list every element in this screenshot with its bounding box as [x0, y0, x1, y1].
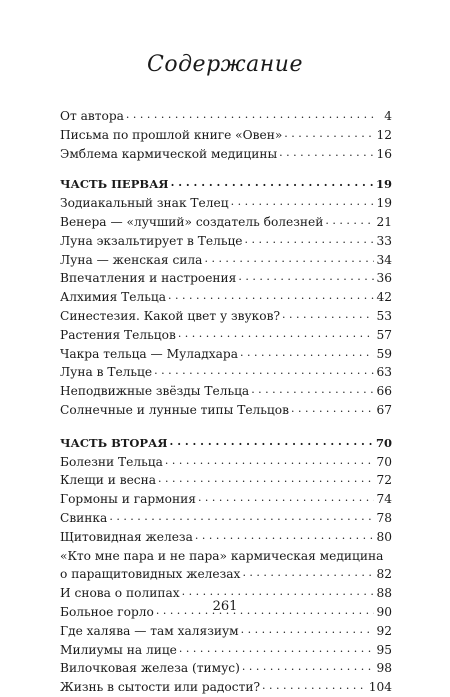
- part-heading-page: 19: [375, 177, 392, 192]
- toc-entry[interactable]: [60, 641, 392, 660]
- leader-dots: [242, 658, 375, 677]
- toc-entry-label: Солнечные и лунные типы Тельцов: [60, 402, 289, 417]
- toc-entry[interactable]: [60, 145, 392, 164]
- toc-entry-label: Жизнь в сытости или радости?: [60, 680, 260, 695]
- leader-dots: [325, 212, 374, 231]
- toc-entry[interactable]: [60, 490, 392, 509]
- toc-entry-label: Клещи и весна: [60, 473, 157, 488]
- toc-entry-page: 88: [376, 586, 392, 601]
- toc-entry-label: Растения Тельцов: [60, 327, 176, 342]
- toc-entry-label: Чакра тельца — Муладхара: [60, 346, 238, 361]
- toc-entry[interactable]: [60, 678, 392, 697]
- part-heading-label: ЧАСТЬ ВТОРАЯ: [60, 435, 168, 450]
- toc-entry[interactable]: [60, 269, 392, 288]
- leader-dots: [241, 621, 375, 640]
- toc-entry-page: 42: [376, 290, 392, 305]
- toc-entry-page: 4: [384, 109, 392, 123]
- toc-entry-label: Неподвижные звёзды Тельца: [60, 384, 250, 399]
- toc-entry-label: Зодиакальный знак Телец: [60, 196, 229, 211]
- section-gap: [60, 420, 392, 434]
- leader-dots: [242, 564, 374, 583]
- toc-entry-label: От автора: [60, 109, 124, 123]
- toc-entry[interactable]: [60, 509, 392, 528]
- leader-dots: [154, 362, 374, 381]
- toc-entry[interactable]: [60, 659, 392, 678]
- toc-entry-label: Вилочковая железа (тимус): [60, 661, 240, 676]
- leader-dots: [231, 193, 375, 212]
- leader-dots: [245, 231, 375, 250]
- leader-dots: [168, 287, 375, 306]
- toc-entry-label: о паращитовидных железах: [60, 567, 241, 582]
- toc-entry-page: 72: [376, 473, 392, 488]
- toc-entry-label: «Кто мне пара и не пара» кармическая медицина: [60, 548, 384, 563]
- toc-entry-page: 104: [368, 680, 392, 695]
- leader-dots: [126, 106, 376, 125]
- toc-entry-page: 78: [376, 510, 392, 525]
- toc-entry[interactable]: [60, 307, 392, 326]
- leader-dots: [165, 452, 375, 471]
- page-title: Содержание: [147, 52, 303, 77]
- toc-entry-label: Милиумы на лице: [60, 642, 177, 657]
- toc-entry-page: 80: [376, 529, 392, 544]
- leader-dots: [198, 489, 375, 508]
- toc-entry-page: 74: [376, 492, 392, 507]
- toc-entry[interactable]: [60, 232, 392, 251]
- leader-dots: [291, 400, 375, 419]
- toc-entry-label: Щитовидная железа: [60, 529, 193, 544]
- toc-entry-label: Где халява — там халязиум: [60, 623, 239, 638]
- toc-entry-page: 59: [376, 346, 392, 361]
- toc-entry[interactable]: [60, 363, 392, 382]
- toc-entry-label: Эмблема кармической медицины: [60, 146, 278, 161]
- toc-entry-page: 12: [376, 127, 392, 142]
- toc-entry[interactable]: [60, 288, 392, 307]
- toc-entry-page: 70: [376, 454, 392, 469]
- leader-dots: [195, 527, 375, 546]
- toc-entry-page: 92: [376, 623, 392, 638]
- toc-entry[interactable]: [60, 213, 392, 232]
- toc-entry-label: Венера — «лучший» создатель болезней: [60, 214, 324, 229]
- leader-dots: [279, 144, 374, 163]
- toc-entry[interactable]: [60, 622, 392, 641]
- toc-entry-label: Луна — женская сила: [60, 252, 203, 267]
- toc-entry-label: Больное горло: [60, 604, 154, 619]
- leader-dots: [282, 306, 374, 325]
- leader-dots: [251, 381, 374, 400]
- leader-dots: [171, 174, 374, 193]
- toc-entry-page: 53: [376, 308, 392, 323]
- toc-entry-page: 95: [376, 642, 392, 657]
- leader-dots: [204, 250, 374, 269]
- leader-dots: [238, 268, 374, 287]
- toc-entry[interactable]: [60, 471, 392, 490]
- toc-entry-page: 33: [376, 233, 392, 248]
- toc-entry-page: 82: [376, 567, 392, 582]
- toc-entry[interactable]: [60, 326, 392, 345]
- leader-dots: [240, 344, 374, 363]
- part-heading-1[interactable]: [60, 175, 392, 194]
- toc-entry-label: Синестезия. Какой цвет у звуков?: [60, 308, 281, 323]
- toc-entry[interactable]: [60, 194, 392, 213]
- leader-dots: [158, 470, 374, 489]
- toc-entry-label: Луна в Тельце: [60, 365, 153, 380]
- leader-dots: [178, 325, 375, 344]
- toc-entry-page: 67: [376, 402, 392, 417]
- leader-dots: [179, 640, 375, 659]
- toc-entry-label: Свинка: [60, 510, 108, 525]
- part-heading-2[interactable]: [60, 434, 392, 453]
- toc-entry-label: Впечатления и настроения: [60, 271, 237, 286]
- part-heading-page: 70: [375, 435, 392, 450]
- leader-dots: [284, 125, 374, 144]
- toc-entry[interactable]: [60, 345, 392, 364]
- part-heading-label: ЧАСТЬ ПЕРВАЯ: [60, 177, 169, 192]
- toc-entry-page: 16: [376, 146, 392, 161]
- leader-dots: [170, 433, 374, 452]
- toc-entry-label: Алхимия Тельца: [60, 290, 166, 305]
- toc-entry-wrapped-line2[interactable]: [60, 565, 392, 584]
- toc-entry-page: 66: [376, 384, 392, 399]
- toc-entry-label: Болезни Тельца: [60, 454, 163, 469]
- toc-entry-page: 36: [376, 271, 392, 286]
- toc-entry[interactable]: [60, 401, 392, 420]
- toc-entry[interactable]: [60, 453, 392, 472]
- leader-dots: [262, 677, 367, 696]
- toc-entry-label: Письма по прошлой книге «Овен»: [60, 127, 283, 142]
- toc-entry[interactable]: [60, 528, 392, 547]
- page-number: 261: [212, 599, 238, 614]
- toc-entry[interactable]: [60, 382, 392, 401]
- toc-entry-wrapped-line1[interactable]: [60, 547, 392, 566]
- toc-entry-label: Гормоны и гармония: [60, 492, 196, 507]
- toc-entry-page: 98: [376, 661, 392, 676]
- leader-dots: [109, 508, 374, 527]
- toc-entry-page: 90: [376, 604, 392, 619]
- toc-entry-page: 63: [376, 365, 392, 380]
- toc-entry-page: 21: [376, 214, 392, 229]
- toc-entry[interactable]: [60, 251, 392, 270]
- toc-entry-page: 57: [376, 327, 392, 342]
- toc-entry[interactable]: [60, 126, 392, 145]
- toc-entry[interactable]: [60, 107, 392, 126]
- toc-entry-page: 34: [376, 252, 392, 267]
- toc-entry-page: 19: [376, 196, 392, 211]
- toc-entry-label: И снова о полипах: [60, 586, 180, 601]
- toc-entry-label: Луна экзальтирует в Тельце: [60, 233, 243, 248]
